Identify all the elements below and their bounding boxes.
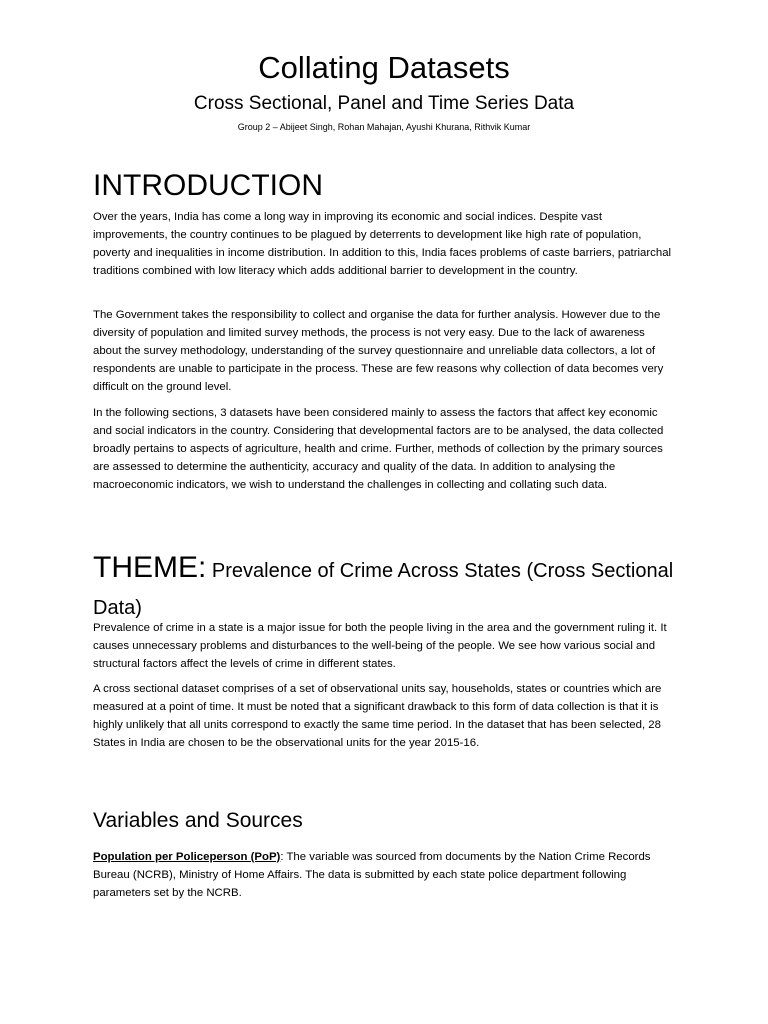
theme-heading-tail: Prevalence of Crime Across States (Cross Sectional Data) [93, 560, 674, 619]
document-authors: Group 2 – Abijeet Singh, Rohan Mahajan, Ayushi Khurana, Rithvik Kumar [237, 122, 531, 132]
document-title: Collating Datasets [258, 50, 510, 85]
intro-paragraph-3: In the following sections, 3 datasets have been considered mainly to assess the factors that affect key economic and social indicators in the country. Considering that developmental factors are to be analysed, the data collected broadly pertains to aspects of agriculture, health and crime. Further, methods of collection by the primary sources are assessed to determine the authenticity, accuracy and quality of the data. In addition to analysing the macroeconomic indicators, we wish to understand the challenges in collecting and collating such data. [93, 407, 664, 491]
variables-heading: Variables and Sources [93, 809, 303, 832]
theme-label: THEME: [93, 551, 207, 584]
intro-paragraph-2: The Government takes the responsibility to collect and organise the data for further analysis. However due to the diversity of population and limited survey methods, the process is not very easy. Due to the lack of awareness about the survey methodology, understanding of the survey questionnaire and unreliable data collectors, a lot of respondents are unable to participate in the process. These are few reasons why collection of data becomes very difficult on the ground level. [93, 309, 664, 393]
variable-pop-text: : The variable was sourced from documents by the Nation Crime Records Bureau (NCRB), Ministry of Home Affairs. The data is submitted by each state police department following parameters set by the NCRB. [93, 851, 651, 899]
theme-paragraph-1: Prevalence of crime in a state is a major issue for both the people living in the area and the government ruling it. It causes unnecessary problems and disturbances to the well-being of the people. We see how various social and structural factors affect the levels of crime in different states. [93, 622, 667, 670]
theme-heading [93, 551, 675, 625]
variable-pop-paragraph [93, 848, 675, 902]
theme-paragraph-2: A cross sectional dataset comprises of a set of observational units say, households, states or countries which are measured at a point of time. It must be noted that a significant drawback to this form of data collection is that it is highly unlikely that all units correspond to exactly the same time period. In the dataset that has been selected, 28 States in India are chosen to be the observational units for the year 2015-16. [93, 683, 662, 749]
introduction-heading: INTRODUCTION [93, 169, 323, 202]
document-subtitle: Cross Sectional, Panel and Time Series Data [193, 93, 575, 114]
variable-pop-term: Population per Policeperson (PoP) [93, 851, 281, 863]
intro-paragraph-1: Over the years, India has come a long way in improving its economic and social indices. Despite vast improvements, the country continues to be plagued by deterrents to development like high rate of population, poverty and inequalities in income distribution. In addition to this, India faces problems of caste barriers, patriarchal traditions combined with low literacy which adds additional barrier to development in the country. [93, 211, 672, 277]
